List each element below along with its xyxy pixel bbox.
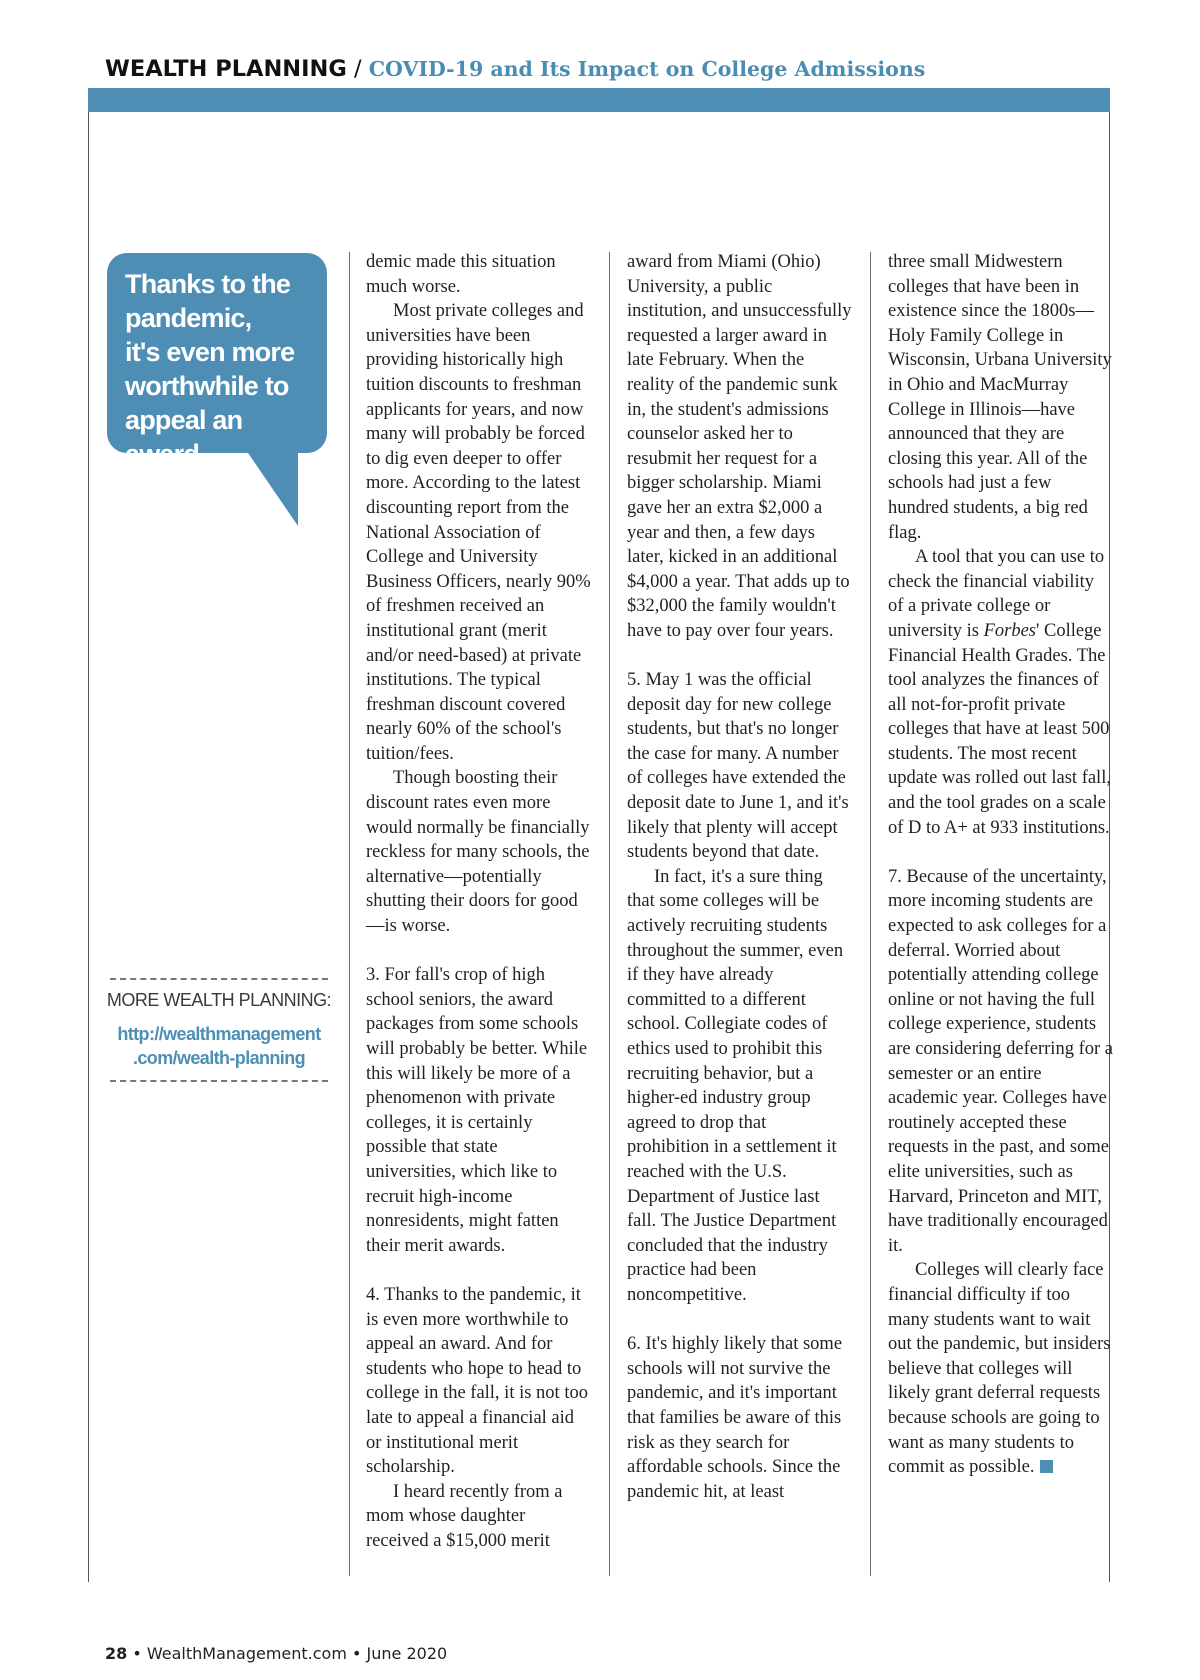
more-wealth-planning-title: MORE WEALTH PLANNING:: [106, 990, 332, 1010]
paragraph-text: A tool that you can use to check the financial viability of a private college or university is: [888, 547, 1105, 641]
paragraph: [888, 545, 1114, 840]
list-point-3: 3. For fall's crop of high school seniors, the award packages from some schools will probably be better. While this will likely be more of a phenomenon with private colleges, it is certainly possible that state universities, which like to recruit high-income nonresidents, might fatten their merit awards.: [366, 965, 588, 1256]
issue-date: June 2020: [366, 1644, 448, 1663]
sidebar-divider-top: [110, 978, 328, 980]
paragraph-text: ' College Financial Health Grades. The tool analyzes the finances of all not-for-profit private colleges that have at least 500 students. The most recent update was rolled out last fall, and the tool grades on a scale of D to A+ at 933 institutions.: [888, 620, 1111, 838]
publication-site: WealthManagement.com: [146, 1644, 347, 1663]
article-column-2: [627, 250, 853, 1504]
link-line-2: .com/wealth-planning: [132, 1048, 305, 1068]
forbes-title: Forbes: [983, 620, 1037, 641]
page-footer: [105, 1644, 447, 1663]
paragraph: Most private colleges and universities have been providing historically high tuition discounts to freshman applicants for years, and now many will probably be forced to dig even deeper to offer more. According to the latest discounting report from the National Association of College and University Business Officers, nearly 90% of freshmen received an institutional grant (merit and/or need-based) at private institutions. The typical freshman discount covered nearly 60% of the school's tuition/fees.: [366, 301, 591, 764]
column-rule-1: [349, 252, 350, 1576]
list-point-6: 6. It's highly likely that some schools will not survive the pandemic, and it's important that families be aware of this risk as they search for affordable schools. Since the pandemic hit, at least: [627, 1334, 843, 1502]
paragraph: Though boosting their discount rates even more would normally be financially reckless for many schools, the alternative—potentially shutting their doors for good—is worse.: [366, 768, 590, 937]
paragraph: I heard recently from a mom whose daughter received a $15,000 merit: [366, 1481, 563, 1551]
page-number: 28: [105, 1644, 128, 1663]
pull-quote-text: Thanks to the pandemic, it's even more worthwhile to appeal an award.: [125, 269, 295, 469]
section-header: [105, 52, 925, 86]
paragraph: [888, 1258, 1114, 1479]
header-accent-bar: [88, 88, 1110, 112]
footer-separator: •: [346, 1644, 367, 1663]
sidebar-divider-bottom: [110, 1080, 328, 1082]
footer-separator: •: [127, 1644, 147, 1663]
section-label: WEALTH PLANNING: [105, 56, 347, 82]
paragraph-text: Colleges will clearly face financial difficulty if too many students want to wait out the pandemic, but insiders believe that colleges will likely grant deferral requests because schools are going to want as many students to commit as possible.: [888, 1260, 1111, 1478]
pull-quote-bubble: [107, 253, 327, 469]
end-of-article-square-icon: [1040, 1460, 1053, 1473]
list-point-7: 7. Because of the uncertainty, more incoming students are expected to ask colleges for a deferral. Worried about potentially attending college online or not having the full college experience, students are considering deferring for a semester or an entire academic year. Colleges have routinely accepted these requests in the past, and some elite universities, such as Harvard, Princeton and MIT, have traditionally encouraged it.: [888, 866, 1113, 1256]
list-point-4: 4. Thanks to the pandemic, it is even more worthwhile to appeal an award. And for students who hope to head to college in the fall, it is not too late to appeal a financial aid or institutional merit scholarship.: [366, 1284, 588, 1478]
article-topic: COVID-19 and Its Impact on College Admissions: [368, 57, 926, 81]
article-column-3: [888, 250, 1114, 1480]
paragraph: three small Midwestern colleges that have been in existence since the 1800s—Holy Family College in Wisconsin, Urbana University in Ohio and MacMurray College in Illinois—have announced that they are closing this year. All of the schools had just a few hundred students, a big red flag.: [888, 252, 1112, 543]
article-column-1: [366, 250, 592, 1553]
pull-quote-bubble-tail: [246, 450, 298, 526]
wealth-planning-link[interactable]: [100, 1022, 338, 1070]
link-line-1: http://wealthmanagement: [117, 1024, 321, 1044]
column-rule-2: [609, 252, 610, 1576]
frame-left-rule: [88, 112, 89, 1582]
paragraph: award from Miami (Ohio) University, a public institution, and unsuccessfully requested a larger award in late February. When the reality of the pandemic sunk in, the student's admissions counselor asked her to resubmit her request for a bigger scholarship. Miami gave her an extra $2,000 a year and then, a few days later, kicked in an additional $4,000 a year. That adds up to $32,000 the family wouldn't have to pay over four years.: [627, 252, 852, 641]
list-point-5: 5. May 1 was the official deposit day for new college students, but that's no longer the case for many. A number of colleges have extended the deposit date to June 1, and it's likely that plenty will accept students beyond that date.: [627, 670, 849, 863]
column-rule-3: [870, 252, 871, 1576]
paragraph: In fact, it's a sure thing that some colleges will be actively recruiting students throughout the summer, even if they have already committed to a different school. Collegiate codes of ethics used to prohibit this recruiting behavior, but a higher-ed industry group agreed to drop that prohibition in a settlement it reached with the U.S. Department of Justice last fall. The Justice Department concluded that the industry practice had been noncompetitive.: [627, 866, 844, 1305]
header-separator: /: [346, 56, 369, 82]
paragraph: demic made this situation much worse.: [366, 252, 556, 297]
